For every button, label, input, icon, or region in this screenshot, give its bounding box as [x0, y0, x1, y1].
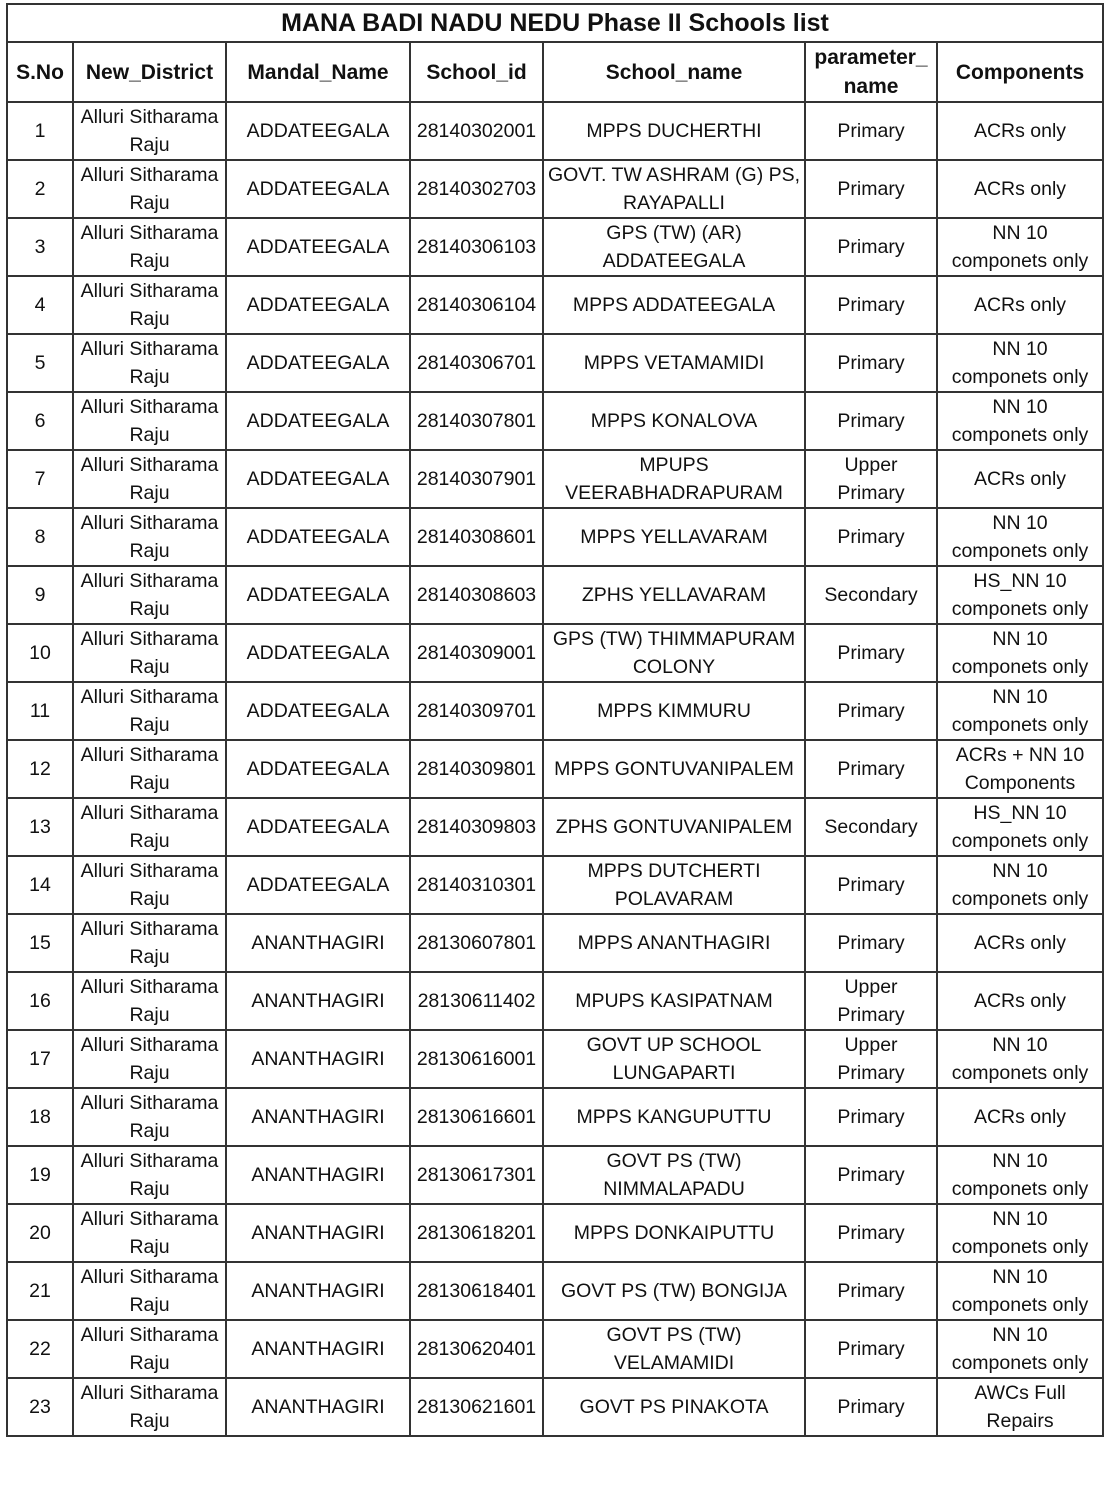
cell-mandal: ADDATEEGALA: [226, 856, 410, 914]
cell-school-name: MPPS ADDATEEGALA: [543, 276, 805, 334]
cell-district: Alluri Sitharama Raju: [73, 566, 226, 624]
cell-sno: 23: [7, 1378, 73, 1436]
cell-district: Alluri Sitharama Raju: [73, 334, 226, 392]
table-row: [7, 856, 1103, 914]
cell-components: AWCs Full Repairs: [937, 1378, 1103, 1436]
cell-components: HS_NN 10 componets only: [937, 566, 1103, 624]
cell-sno: 8: [7, 508, 73, 566]
cell-parameter-name: Primary: [805, 392, 937, 450]
column-header-mandal: Mandal_Name: [226, 42, 410, 102]
cell-district: Alluri Sitharama Raju: [73, 1262, 226, 1320]
cell-sno: 20: [7, 1204, 73, 1262]
cell-parameter-name: Secondary: [805, 566, 937, 624]
cell-district: Alluri Sitharama Raju: [73, 1030, 226, 1088]
cell-components: ACRs only: [937, 914, 1103, 972]
cell-components: NN 10 componets only: [937, 1030, 1103, 1088]
cell-district: Alluri Sitharama Raju: [73, 682, 226, 740]
cell-parameter-name: Upper Primary: [805, 450, 937, 508]
cell-district: Alluri Sitharama Raju: [73, 218, 226, 276]
cell-school-id: 28130611402: [410, 972, 543, 1030]
table-row: [7, 334, 1103, 392]
table-row: [7, 1204, 1103, 1262]
cell-district: Alluri Sitharama Raju: [73, 740, 226, 798]
cell-sno: 12: [7, 740, 73, 798]
cell-components: NN 10 componets only: [937, 508, 1103, 566]
cell-parameter-name: Secondary: [805, 798, 937, 856]
cell-school-name: GOVT. TW ASHRAM (G) PS, RAYAPALLI: [543, 160, 805, 218]
cell-sno: 7: [7, 450, 73, 508]
cell-sno: 14: [7, 856, 73, 914]
cell-mandal: ANANTHAGIRI: [226, 1146, 410, 1204]
table-row: [7, 1146, 1103, 1204]
cell-sno: 11: [7, 682, 73, 740]
table-row: [7, 276, 1103, 334]
cell-components: ACRs only: [937, 276, 1103, 334]
cell-parameter-name: Upper Primary: [805, 1030, 937, 1088]
cell-school-name: MPUPS KASIPATNAM: [543, 972, 805, 1030]
table-row: [7, 682, 1103, 740]
table-body: [7, 102, 1103, 1436]
column-header-sno: S.No: [7, 42, 73, 102]
table-row: [7, 508, 1103, 566]
cell-school-name: MPPS DUCHERTHI: [543, 102, 805, 160]
table-row: [7, 740, 1103, 798]
cell-parameter-name: Upper Primary: [805, 972, 937, 1030]
cell-school-id: 28140306104: [410, 276, 543, 334]
cell-mandal: ADDATEEGALA: [226, 160, 410, 218]
cell-sno: 19: [7, 1146, 73, 1204]
cell-district: Alluri Sitharama Raju: [73, 1378, 226, 1436]
table-row: [7, 1030, 1103, 1088]
cell-school-name: GPS (TW) THIMMAPURAM COLONY: [543, 624, 805, 682]
cell-mandal: ANANTHAGIRI: [226, 972, 410, 1030]
cell-mandal: ANANTHAGIRI: [226, 1262, 410, 1320]
table-row: [7, 1262, 1103, 1320]
cell-sno: 22: [7, 1320, 73, 1378]
cell-district: Alluri Sitharama Raju: [73, 508, 226, 566]
cell-parameter-name: Primary: [805, 740, 937, 798]
cell-sno: 13: [7, 798, 73, 856]
cell-mandal: ADDATEEGALA: [226, 682, 410, 740]
cell-school-id: 28140307901: [410, 450, 543, 508]
cell-school-name: ZPHS YELLAVARAM: [543, 566, 805, 624]
cell-components: NN 10 componets only: [937, 682, 1103, 740]
cell-components: ACRs + NN 10 Components: [937, 740, 1103, 798]
cell-sno: 5: [7, 334, 73, 392]
cell-mandal: ADDATEEGALA: [226, 624, 410, 682]
cell-mandal: ANANTHAGIRI: [226, 1030, 410, 1088]
cell-sno: 2: [7, 160, 73, 218]
cell-mandal: ANANTHAGIRI: [226, 1378, 410, 1436]
cell-parameter-name: Primary: [805, 1378, 937, 1436]
table-row: [7, 566, 1103, 624]
cell-parameter-name: Primary: [805, 276, 937, 334]
cell-school-id: 28130618401: [410, 1262, 543, 1320]
table-row: [7, 914, 1103, 972]
cell-sno: 9: [7, 566, 73, 624]
cell-school-name: GOVT PS (TW) VELAMAMIDI: [543, 1320, 805, 1378]
cell-components: NN 10 componets only: [937, 334, 1103, 392]
column-header-school-name: School_name: [543, 42, 805, 102]
cell-components: NN 10 componets only: [937, 1204, 1103, 1262]
cell-school-name: MPPS YELLAVARAM: [543, 508, 805, 566]
table-row: [7, 450, 1103, 508]
column-header-school-id: School_id: [410, 42, 543, 102]
column-header-parameter-name: parameter_ name: [805, 42, 937, 102]
cell-components: ACRs only: [937, 972, 1103, 1030]
table-row: [7, 102, 1103, 160]
schools-table: [6, 3, 1104, 1437]
cell-sno: 16: [7, 972, 73, 1030]
cell-school-id: 28140308601: [410, 508, 543, 566]
cell-school-id: 28140309801: [410, 740, 543, 798]
cell-components: HS_NN 10 componets only: [937, 798, 1103, 856]
cell-parameter-name: Primary: [805, 102, 937, 160]
table-row: [7, 624, 1103, 682]
cell-mandal: ADDATEEGALA: [226, 218, 410, 276]
header-row: [7, 42, 1103, 102]
table-row: [7, 1320, 1103, 1378]
table-title: MANA BADI NADU NEDU Phase II Schools list: [7, 4, 1103, 42]
cell-parameter-name: Primary: [805, 1320, 937, 1378]
cell-mandal: ANANTHAGIRI: [226, 1204, 410, 1262]
cell-school-id: 28130620401: [410, 1320, 543, 1378]
table-row: [7, 160, 1103, 218]
cell-school-id: 28130616601: [410, 1088, 543, 1146]
cell-school-id: 28140307801: [410, 392, 543, 450]
cell-district: Alluri Sitharama Raju: [73, 392, 226, 450]
cell-sno: 1: [7, 102, 73, 160]
cell-district: Alluri Sitharama Raju: [73, 798, 226, 856]
cell-parameter-name: Primary: [805, 160, 937, 218]
cell-school-name: MPPS ANANTHAGIRI: [543, 914, 805, 972]
cell-parameter-name: Primary: [805, 856, 937, 914]
cell-district: Alluri Sitharama Raju: [73, 624, 226, 682]
cell-mandal: ADDATEEGALA: [226, 334, 410, 392]
cell-sno: 17: [7, 1030, 73, 1088]
cell-mandal: ADDATEEGALA: [226, 798, 410, 856]
cell-district: Alluri Sitharama Raju: [73, 1320, 226, 1378]
cell-mandal: ANANTHAGIRI: [226, 914, 410, 972]
cell-parameter-name: Primary: [805, 1146, 937, 1204]
cell-components: NN 10 componets only: [937, 1320, 1103, 1378]
cell-school-id: 28140308603: [410, 566, 543, 624]
cell-sno: 15: [7, 914, 73, 972]
column-header-components: Components: [937, 42, 1103, 102]
cell-school-name: MPPS DONKAIPUTTU: [543, 1204, 805, 1262]
cell-school-name: MPPS DUTCHERTI POLAVARAM: [543, 856, 805, 914]
cell-district: Alluri Sitharama Raju: [73, 102, 226, 160]
cell-mandal: ADDATEEGALA: [226, 392, 410, 450]
table-row: [7, 392, 1103, 450]
cell-parameter-name: Primary: [805, 682, 937, 740]
cell-components: NN 10 componets only: [937, 392, 1103, 450]
cell-parameter-name: Primary: [805, 508, 937, 566]
cell-school-id: 28130617301: [410, 1146, 543, 1204]
cell-school-name: MPPS VETAMAMIDI: [543, 334, 805, 392]
cell-school-name: MPUPS VEERABHADRAPURAM: [543, 450, 805, 508]
cell-school-name: GOVT PS PINAKOTA: [543, 1378, 805, 1436]
cell-school-name: MPPS GONTUVANIPALEM: [543, 740, 805, 798]
cell-parameter-name: Primary: [805, 1262, 937, 1320]
column-header-district: New_District: [73, 42, 226, 102]
cell-district: Alluri Sitharama Raju: [73, 1088, 226, 1146]
cell-components: NN 10 componets only: [937, 624, 1103, 682]
cell-mandal: ADDATEEGALA: [226, 276, 410, 334]
cell-school-id: 28130618201: [410, 1204, 543, 1262]
cell-school-name: GOVT UP SCHOOL LUNGAPARTI: [543, 1030, 805, 1088]
cell-school-id: 28140309803: [410, 798, 543, 856]
cell-mandal: ADDATEEGALA: [226, 566, 410, 624]
cell-sno: 4: [7, 276, 73, 334]
cell-sno: 6: [7, 392, 73, 450]
cell-district: Alluri Sitharama Raju: [73, 450, 226, 508]
cell-school-name: MPPS KONALOVA: [543, 392, 805, 450]
cell-district: Alluri Sitharama Raju: [73, 160, 226, 218]
cell-district: Alluri Sitharama Raju: [73, 972, 226, 1030]
cell-school-id: 28140306103: [410, 218, 543, 276]
cell-parameter-name: Primary: [805, 218, 937, 276]
cell-mandal: ANANTHAGIRI: [226, 1088, 410, 1146]
table-row: [7, 1378, 1103, 1436]
cell-sno: 18: [7, 1088, 73, 1146]
cell-sno: 21: [7, 1262, 73, 1320]
cell-components: NN 10 componets only: [937, 856, 1103, 914]
table-row: [7, 1088, 1103, 1146]
cell-district: Alluri Sitharama Raju: [73, 914, 226, 972]
cell-district: Alluri Sitharama Raju: [73, 276, 226, 334]
cell-school-id: 28130616001: [410, 1030, 543, 1088]
cell-school-name: ZPHS GONTUVANIPALEM: [543, 798, 805, 856]
cell-parameter-name: Primary: [805, 914, 937, 972]
cell-parameter-name: Primary: [805, 624, 937, 682]
cell-parameter-name: Primary: [805, 1204, 937, 1262]
cell-components: ACRs only: [937, 1088, 1103, 1146]
cell-school-name: GOVT PS (TW) BONGIJA: [543, 1262, 805, 1320]
cell-school-id: 28140302001: [410, 102, 543, 160]
cell-sno: 10: [7, 624, 73, 682]
cell-components: ACRs only: [937, 102, 1103, 160]
cell-parameter-name: Primary: [805, 1088, 937, 1146]
cell-school-name: MPPS KANGUPUTTU: [543, 1088, 805, 1146]
cell-components: NN 10 componets only: [937, 218, 1103, 276]
cell-district: Alluri Sitharama Raju: [73, 856, 226, 914]
cell-school-name: MPPS KIMMURU: [543, 682, 805, 740]
table-row: [7, 972, 1103, 1030]
cell-components: NN 10 componets only: [937, 1262, 1103, 1320]
cell-components: NN 10 componets only: [937, 1146, 1103, 1204]
cell-school-id: 28140309701: [410, 682, 543, 740]
cell-mandal: ADDATEEGALA: [226, 450, 410, 508]
table-row: [7, 798, 1103, 856]
cell-mandal: ADDATEEGALA: [226, 508, 410, 566]
cell-school-id: 28130607801: [410, 914, 543, 972]
cell-parameter-name: Primary: [805, 334, 937, 392]
cell-mandal: ANANTHAGIRI: [226, 1320, 410, 1378]
cell-mandal: ADDATEEGALA: [226, 740, 410, 798]
cell-school-id: 28140309001: [410, 624, 543, 682]
cell-school-name: GPS (TW) (AR) ADDATEEGALA: [543, 218, 805, 276]
cell-district: Alluri Sitharama Raju: [73, 1146, 226, 1204]
cell-components: ACRs only: [937, 450, 1103, 508]
cell-school-id: 28140310301: [410, 856, 543, 914]
cell-school-id: 28140302703: [410, 160, 543, 218]
table-row: [7, 218, 1103, 276]
cell-district: Alluri Sitharama Raju: [73, 1204, 226, 1262]
cell-components: ACRs only: [937, 160, 1103, 218]
cell-school-id: 28130621601: [410, 1378, 543, 1436]
cell-sno: 3: [7, 218, 73, 276]
cell-school-name: GOVT PS (TW) NIMMALAPADU: [543, 1146, 805, 1204]
cell-mandal: ADDATEEGALA: [226, 102, 410, 160]
cell-school-id: 28140306701: [410, 334, 543, 392]
